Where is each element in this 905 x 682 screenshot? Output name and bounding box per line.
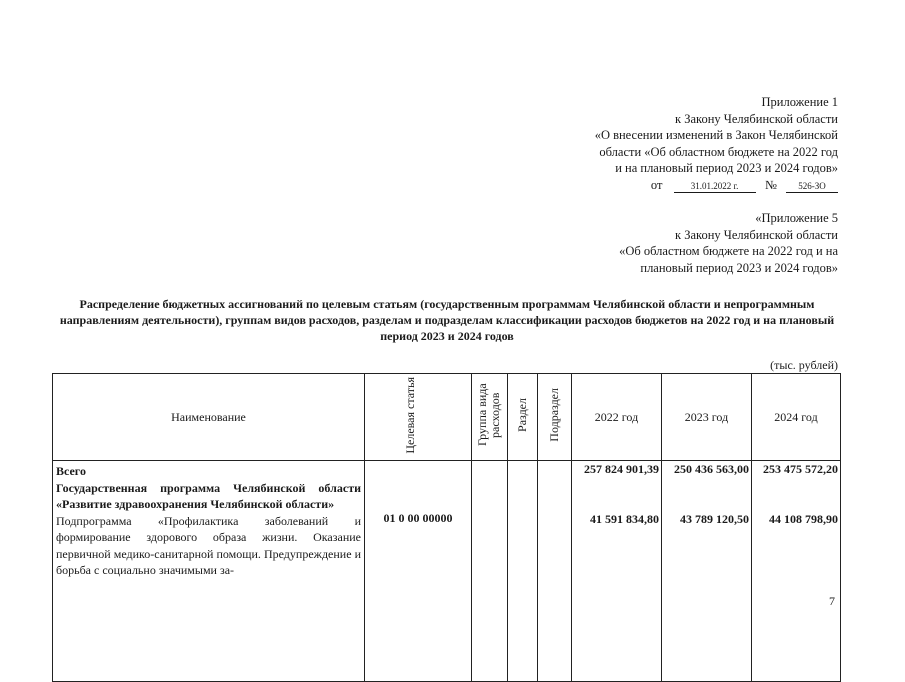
appendix-5-line: к Закону Челябинской области bbox=[675, 227, 838, 242]
appendix-1-line: к Закону Челябинской области bbox=[675, 111, 838, 126]
law-date-number-line bbox=[595, 177, 838, 194]
expense-group-cell bbox=[472, 461, 508, 682]
appendix-1-line: Приложение 1 bbox=[761, 95, 838, 109]
header-name: Наименование bbox=[53, 374, 365, 461]
number-label: № bbox=[764, 177, 777, 192]
appendix-1-line: области «Об областном бюджете на 2022 год bbox=[599, 144, 838, 159]
subprogram-label: Подпрограмма «Профилактика заболеваний и формирование здорового образа жизни. Оказание первичной медико-санитарной помощи. Предупреждение и борьба с социально значимыми за- bbox=[56, 513, 361, 577]
page-number: 7 bbox=[829, 594, 835, 608]
law-date: 31.01.2022 г. bbox=[674, 180, 756, 193]
units-label: (тыс. рублей) bbox=[770, 358, 838, 372]
law-number: 526-ЗО bbox=[786, 180, 838, 193]
total-2023: 250 436 563,00 bbox=[674, 462, 749, 476]
program-2022: 41 591 834,80 bbox=[590, 511, 659, 526]
header-section: Раздел bbox=[508, 374, 538, 461]
header-2023: 2023 год bbox=[662, 374, 752, 461]
program-code: 01 0 00 00000 bbox=[383, 511, 453, 525]
appendix-1-line: и на плановый период 2023 и 2024 годов» bbox=[615, 161, 838, 175]
program-2023: 43 789 120,50 bbox=[680, 511, 749, 526]
header-subsection: Подраздел bbox=[538, 374, 572, 461]
table-row bbox=[53, 461, 841, 682]
header-2024: 2024 год bbox=[752, 374, 841, 461]
from-label: от bbox=[650, 177, 663, 192]
name-cell bbox=[53, 461, 365, 682]
total-label: Всего bbox=[56, 464, 86, 478]
appendix-1-header bbox=[595, 94, 838, 193]
amount-2024-cell bbox=[752, 461, 841, 682]
amount-2022-cell bbox=[572, 461, 662, 682]
program-label: Государственная программа Челябинской области «Развитие здравоохранения Челябинской области» bbox=[56, 480, 361, 511]
document-title: Распределение бюджетных ассигнований по целевым статьям (государственным программам Челябинской области и непрограммным направлениям деятельности), группам видов расходов, разделам и подразделам классификации расходов бюджетов на 2022 год и на плановый период 2023 и 2024 годов bbox=[59, 297, 835, 343]
table-header-row bbox=[53, 374, 841, 461]
total-2024: 253 475 572,20 bbox=[763, 462, 838, 476]
section-cell bbox=[508, 461, 538, 682]
header-target-article: Целевая статья bbox=[365, 374, 472, 461]
appendix-5-line: плановый период 2023 и 2024 годов» bbox=[640, 260, 838, 275]
program-2024: 44 108 798,90 bbox=[769, 511, 838, 526]
budget-table bbox=[52, 373, 841, 682]
subsection-cell bbox=[538, 461, 572, 682]
header-2022: 2022 год bbox=[572, 374, 662, 461]
appendix-5-header bbox=[619, 210, 838, 276]
appendix-1-line: «О внесении изменений в Закон Челябинской bbox=[594, 128, 838, 142]
amount-2023-cell bbox=[662, 461, 752, 682]
appendix-5-line: «Об областном бюджете на 2022 год и на bbox=[619, 244, 838, 258]
total-2022: 257 824 901,39 bbox=[584, 462, 659, 476]
target-article-cell bbox=[365, 461, 472, 682]
header-expense-group: Группа вида расходов bbox=[472, 374, 508, 461]
appendix-5-line: «Приложение 5 bbox=[755, 211, 838, 225]
